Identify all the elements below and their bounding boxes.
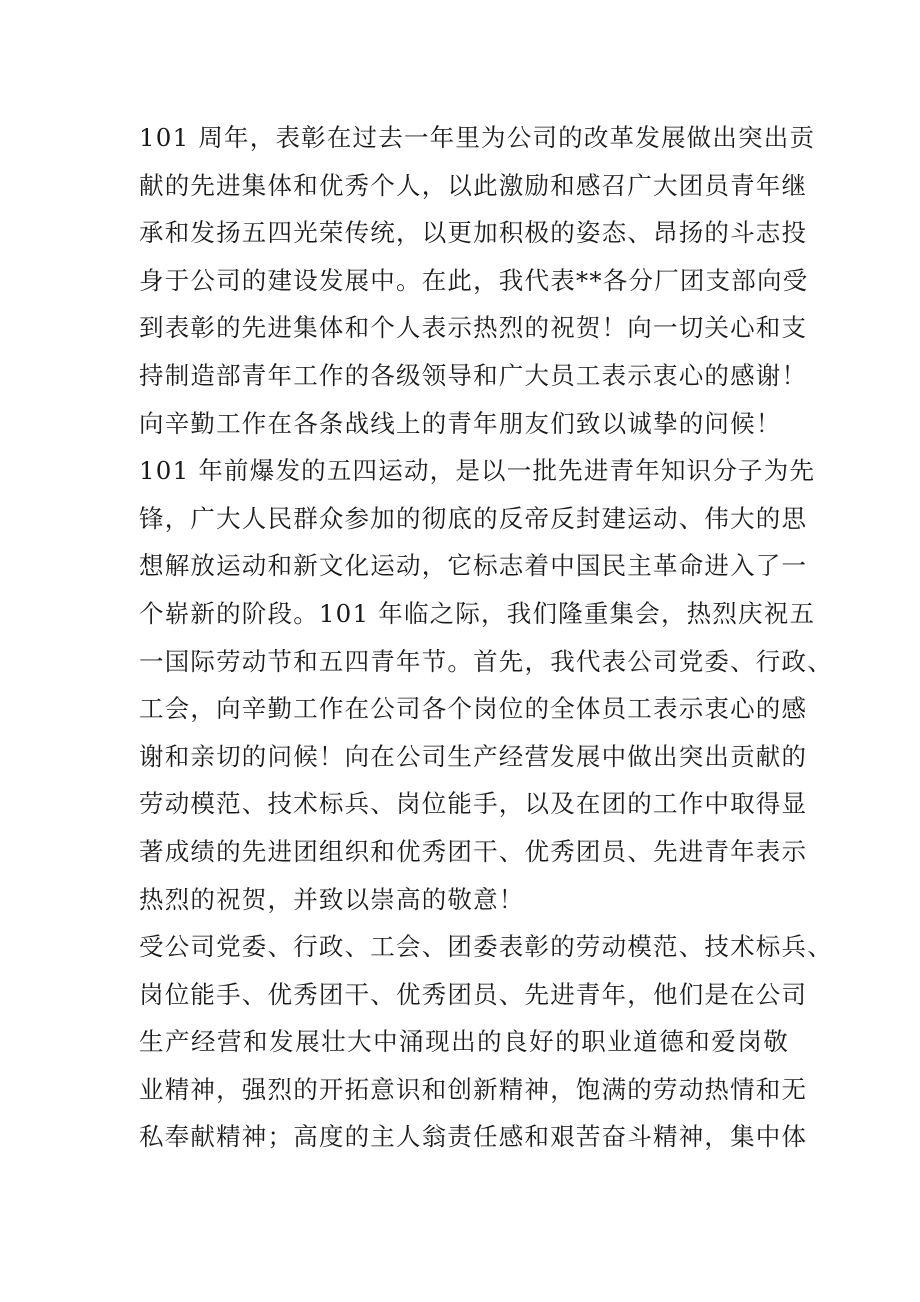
paragraph-1 [139,114,816,447]
text-line: 谢和亲切的问候！向在公司生产经营发展中做出突出贡献的 [139,741,808,771]
text-line: 业精神，强烈的开拓意识和创新精神，饱满的劳动热情和无 [139,1074,808,1104]
text-line: 101 周年，表彰在过去一年里为公司的改革发展做出突出贡 [139,123,816,152]
document-body [139,114,833,1161]
text-line: 身于公司的建设发展中。在此，我代表**各分厂团支部向受 [139,265,809,295]
text-line: 献的先进集体和优秀个人，以此激励和感召广大团员青年继 [139,170,808,200]
text-line: 锋，广大人民群众参加的彻底的反帝反封建运动、伟大的思 [139,503,808,533]
text-line: 著成绩的先进团组织和优秀团干、优秀团员、先进青年表示 [139,836,808,866]
text-line: 工会，向辛勤工作在公司各个岗位的全体员工表示衷心的感 [139,694,808,724]
text-line: 101 年前爆发的五四运动，是以一批先进青年知识分子为先 [139,456,816,486]
text-line: 热烈的祝贺，并致以崇高的敬意！ [139,884,525,914]
text-line: 私奉献精神；高度的主人翁责任感和艰苦奋斗精神，集中体 [139,1122,808,1152]
text-line: 承和发扬五四光荣传统，以更加积极的姿态、昂扬的斗志投 [139,218,808,248]
text-line: 想解放运动和新文化运动，它标志着中国民主革命进入了一 [139,551,808,581]
paragraph-2 [139,447,833,923]
text-line: 个崭新的阶段。101 年临之际，我们隆重集会，热烈庆祝五 [139,598,816,628]
text-line: 劳动模范、技术标兵、岗位能手，以及在团的工作中取得显 [139,789,808,819]
text-line: 一国际劳动节和五四青年节。首先，我代表公司党委、行政、 [139,646,833,676]
paragraph-3 [139,923,833,1161]
text-line: 持制造部青年工作的各级领导和广大员工表示衷心的感谢！ [139,360,808,390]
text-line: 向辛勤工作在各条战线上的青年朋友们致以诚挚的问候！ [139,408,782,438]
text-line: 受公司党委、行政、工会、团委表彰的劳动模范、技术标兵、 [139,932,833,962]
text-line: 生产经营和发展壮大中涌现出的良好的职业道德和爱岗敬 [139,1027,789,1057]
text-line: 到表彰的先进集体和个人表示热烈的祝贺！向一切关心和支 [139,313,808,343]
text-line: 岗位能手、优秀团干、优秀团员、先进青年，他们是在公司 [139,979,808,1009]
